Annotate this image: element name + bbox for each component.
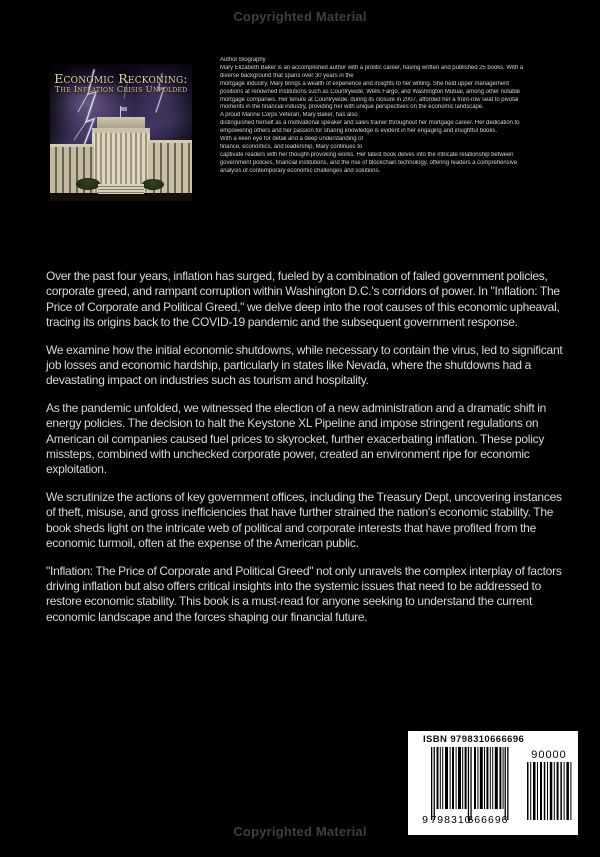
building-ground (50, 194, 192, 201)
bush-right (142, 179, 164, 190)
back-cover-blurb (46, 269, 564, 637)
bio-line: finance, economics, and leadership, Mary continues to (220, 143, 363, 150)
book-cover-thumbnail (50, 64, 192, 201)
copyright-watermark-top: Copyrighted Material (233, 9, 367, 24)
bio-line: positions at renowned institutions such as Countrywide, Wells Fargo, and Washington Mutual, among other notable (220, 88, 520, 95)
blurb-paragraph: We examine how the initial economic shutdowns, while necessary to contain the virus, led to significant job losses and economic hardship, particularly in states like Nevada, where the shutdowns had a devastating impact on industries such as tourism and hospitality. (46, 342, 563, 388)
bio-line: Author Biography (220, 57, 266, 63)
bio-line: mortgage companies. Her tenure at Countrywide, during its closure in 2007, afforded her a front-row seat to pivotal (220, 96, 519, 103)
barcode-digits-left: 798310 (430, 814, 472, 825)
blurb-paragraph: As the pandemic unfolded, we witnessed the election of a new administration and a dramatic shift in energy policies. The decision to halt the Keystone XL Pipeline and impose stringent regulations on American oil companies caused fuel prices to skyrocket, further exacerbating inflation. These policy missteps, combined with unchecked corporate power, created an environment ripe for economic exploitation. (46, 400, 547, 477)
bio-line: A proud Marine Corps Veteran, Mary Baker, has also (220, 112, 358, 119)
copyright-watermark-bottom: Copyrighted Material (233, 824, 367, 839)
barcode-digits-right: 666696 (467, 814, 509, 825)
bio-line: captivate readers with her thought-provoking works. Her latest book delves into the intricate relationship between (220, 151, 514, 158)
ean-barcode (421, 747, 513, 825)
flag-icon (121, 107, 127, 111)
price-addon-barcode (526, 747, 572, 825)
blurb-paragraph: We scrutinize the actions of key government offices, including the Treasury Dept, uncovering instances of theft, misuse, and gross inefficiencies that have further strained the nation's economic stability. The book sheds light on the intricate web of political and corporate interests that have profited from the economic turmoil, often at the expense of the American public. (46, 489, 562, 551)
bio-line: mortgage industry, Mary brings a wealth of experience and insights to her writing. She held upper management (220, 80, 509, 87)
cover-title: Economic Reckoning: (54, 71, 188, 86)
bio-line: With a keen eye for detail and a deep understanding of (220, 136, 364, 143)
bio-line: moments in the financial industry, providing her with unique perspectives on the economic landscape. (220, 104, 484, 111)
bio-line: government policies, financial institutions, and the rise of blockchain technology, offering readers a comprehensive (220, 159, 518, 166)
bush-left (76, 178, 100, 190)
barcode-check-digit: 9 (422, 814, 428, 825)
author-biography (220, 57, 560, 176)
bio-line: empowering others and her passion for sharing knowledge is evident in her engaging and insightful books. (220, 128, 497, 135)
blurb-paragraph: "Inflation: The Price of Corporate and Political Greed" not only unravels the complex interplay of factors driving inflation but also offers critical insights into the systemic issues that need to be addressed to restore economic stability. This book is a must-read for anyone seeking to understand the current economic landscape and the forces shaping our financial future. (46, 563, 562, 624)
cover-title-block (50, 72, 192, 95)
bio-line: Mary Elizabeth Baker is an accomplished author with a prolific career, having written and published 25 books. With a (220, 64, 524, 71)
bio-line: diverse background that spans over 30 years in the (220, 72, 354, 79)
isbn-barcode-box (408, 731, 578, 835)
bio-line: analysis of contemporary economic challenges and solutions. (220, 167, 381, 174)
price-addon-code: 90000 (531, 749, 567, 761)
isbn-label: ISBN 9798310666696 (423, 734, 525, 745)
cover-subtitle: The Inflation Crisis Unfolded (54, 85, 188, 95)
bio-line: distinguished herself as a motivational speaker and sales trainer throughout her mortgage career. Her dedication to (220, 120, 520, 127)
blurb-paragraph: Over the past four years, inflation has surged, fueled by a combination of failed government policies, corporate greed, and rampant corruption within Washington D.C.'s corridors of power. In "Inflation: The Price of Corporate and Political Greed," we delve deep into the root causes of this economic upheaval, tracing its origins back to the COVID-19 pandemic and the subsequent government response. (46, 269, 560, 330)
